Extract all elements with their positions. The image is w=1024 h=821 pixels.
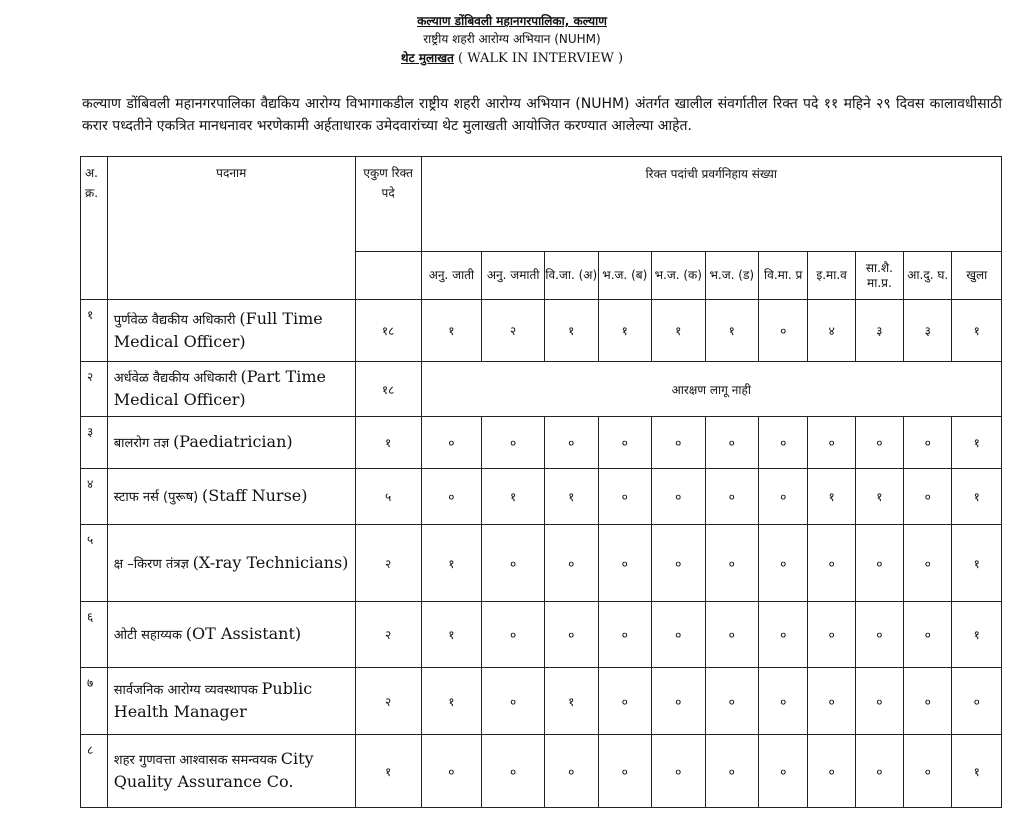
category-count: ० — [759, 735, 808, 808]
category-count: ० — [855, 417, 903, 469]
category-count: ० — [652, 469, 706, 525]
row-serial: ५ — [81, 525, 108, 602]
category-count: ० — [421, 469, 482, 525]
category-count: ० — [855, 525, 903, 602]
row-post-name — [107, 735, 355, 808]
category-count: ० — [855, 735, 903, 808]
header-total: एकुण रिक्त पदे — [355, 157, 421, 252]
category-count: ० — [705, 469, 759, 525]
category-count: ० — [482, 602, 545, 668]
category-count: ० — [904, 602, 952, 668]
category-count: ० — [952, 668, 1002, 735]
category-count: १ — [952, 417, 1002, 469]
category-header: अनु. जाती — [421, 252, 482, 300]
category-header: सा.शै. मा.प्र. — [855, 252, 903, 300]
category-header: भ.ज. (ड) — [705, 252, 759, 300]
category-count: ० — [855, 602, 903, 668]
category-count: ० — [652, 668, 706, 735]
category-count: ० — [421, 735, 482, 808]
category-count: ० — [904, 525, 952, 602]
category-count: ० — [545, 735, 599, 808]
org-title: कल्याण डोंबिवली महानगरपालिका, कल्याण — [417, 14, 607, 28]
category-count: १ — [952, 525, 1002, 602]
mission-title: राष्ट्रीय शहरी आरोग्य अभियान (NUHM) — [423, 32, 601, 46]
category-count: ० — [652, 417, 706, 469]
category-header: वि.जा. (अ) — [545, 252, 599, 300]
post-name-marathi: पुर्णवेळ वैद्यकीय अधिकारी — [113, 312, 236, 328]
row-serial: १ — [81, 300, 108, 362]
category-count: ० — [482, 525, 545, 602]
header-total-blank — [355, 252, 421, 300]
category-count: ० — [855, 668, 903, 735]
category-count: १ — [545, 469, 599, 525]
category-count: ० — [808, 525, 855, 602]
table-row — [81, 735, 1002, 808]
category-header: अनु. जमाती — [482, 252, 545, 300]
table-row — [81, 362, 1002, 417]
row-serial: ३ — [81, 417, 108, 469]
category-header: भ.ज. (क) — [652, 252, 706, 300]
row-serial: ८ — [81, 735, 108, 808]
post-name-marathi: ओटी सहाय्यक — [113, 628, 182, 643]
post-name-marathi: स्टाफ नर्स (पुरूष) — [113, 490, 199, 505]
category-count: ० — [904, 735, 952, 808]
category-count: १ — [545, 300, 599, 362]
category-count: ० — [598, 735, 652, 808]
category-count: १ — [705, 300, 759, 362]
category-header: इ.मा.व — [808, 252, 855, 300]
post-name-english: (Staff Nurse) — [202, 486, 308, 505]
row-serial: ६ — [81, 602, 108, 668]
table-row — [81, 300, 1002, 362]
vacancy-table — [80, 156, 1002, 808]
post-name-english: (OT Assistant) — [185, 624, 302, 643]
interview-label-en: ( WALK IN INTERVIEW ) — [458, 51, 624, 66]
row-post-name — [107, 602, 355, 668]
row-total: १ — [355, 735, 421, 808]
post-name-marathi: अर्धवेळ वैद्यकीय अधिकारी — [113, 371, 237, 386]
category-count: ० — [759, 300, 808, 362]
category-header: आ.दु. घ. — [904, 252, 952, 300]
post-name-english: Public Health Manager — [113, 679, 313, 721]
category-header: वि.मा. प्र — [759, 252, 808, 300]
category-count: ० — [482, 735, 545, 808]
post-name-english: City Quality Assurance Co. — [113, 749, 314, 791]
post-name-marathi: बालरोग तज्ञ — [113, 436, 170, 451]
category-count: ३ — [904, 300, 952, 362]
category-count: ० — [545, 602, 599, 668]
interview-label: थेट मुलाखत — [400, 51, 454, 65]
category-count: ० — [598, 469, 652, 525]
category-count: ० — [652, 525, 706, 602]
category-count: ० — [808, 735, 855, 808]
category-count: ० — [598, 668, 652, 735]
category-count: ० — [705, 602, 759, 668]
table-row — [81, 602, 1002, 668]
category-count: ० — [808, 417, 855, 469]
category-count: १ — [952, 300, 1002, 362]
category-count: १ — [482, 469, 545, 525]
post-name-english: (Paediatrician) — [173, 432, 293, 451]
reservation-not-applicable: आरक्षण लागू नाही — [421, 362, 1001, 417]
category-count: १ — [421, 300, 482, 362]
category-header: भ.ज. (ब) — [598, 252, 652, 300]
interview-title — [0, 48, 1024, 69]
category-count: ० — [598, 602, 652, 668]
category-count: ० — [904, 417, 952, 469]
category-count: २ — [482, 300, 545, 362]
row-serial: ४ — [81, 469, 108, 525]
header-sr: अ. क्र. — [81, 157, 108, 300]
category-count: ० — [598, 417, 652, 469]
header-post: पदनाम — [107, 157, 355, 300]
category-count: १ — [421, 602, 482, 668]
category-count: १ — [652, 300, 706, 362]
category-count: ० — [705, 417, 759, 469]
category-count: १ — [421, 525, 482, 602]
category-count: ० — [759, 469, 808, 525]
category-count: १ — [952, 602, 1002, 668]
category-count: ० — [759, 668, 808, 735]
post-name-english: (X-ray Technicians) — [192, 552, 349, 572]
row-total: २ — [355, 668, 421, 735]
row-serial: ७ — [81, 668, 108, 735]
intro-paragraph: कल्याण डोंबिवली महानगरपालिका वैद्यकिय आरोग्य विभागाकडील राष्ट्रीय शहरी आरोग्य अभियान (NUHM) अंतर्गत खालील संवर्गातील रिक्त पदे ११ महिने २९ दिवस कालावधीसाठी करार पध्दतीने एकत्रित मानधनावर भरणेकामी अर्हताधारक उमेदवारांच्या थेट मुलाखती आयोजित करण्यात आलेल्या आहेत. — [82, 96, 1003, 134]
category-count: ० — [482, 417, 545, 469]
row-total: २ — [355, 602, 421, 668]
row-post-name — [107, 525, 355, 602]
header-categories: रिक्त पदांची प्रवर्गनिहाय संख्या — [421, 157, 1001, 252]
category-count: ० — [904, 668, 952, 735]
category-count: १ — [952, 469, 1002, 525]
post-name-marathi: सार्वजनिक आरोग्य व्यवस्थापक — [113, 683, 258, 698]
row-total: १ — [355, 417, 421, 469]
post-name-marathi: शहर गुणवत्ता आश्वासक समन्वयक — [113, 753, 277, 768]
row-post-name — [107, 417, 355, 469]
row-post-name — [107, 668, 355, 735]
category-count: १ — [855, 469, 903, 525]
row-post-name — [107, 362, 355, 417]
category-count: ० — [808, 668, 855, 735]
category-count: ० — [652, 735, 706, 808]
category-count: १ — [808, 469, 855, 525]
row-post-name — [107, 469, 355, 525]
category-count: ० — [705, 735, 759, 808]
category-count: ० — [808, 602, 855, 668]
category-count: १ — [421, 668, 482, 735]
category-header: खुला — [952, 252, 1002, 300]
post-name-english: (Full Time Medical Officer) — [113, 308, 323, 351]
category-count: ० — [759, 602, 808, 668]
row-serial: २ — [81, 362, 108, 417]
row-total: १८ — [355, 362, 421, 417]
category-count: ० — [598, 525, 652, 602]
category-count: ० — [705, 668, 759, 735]
row-post-name — [107, 300, 355, 362]
row-total: २ — [355, 525, 421, 602]
category-count: ० — [545, 525, 599, 602]
category-count: ० — [545, 417, 599, 469]
row-total: १८ — [355, 300, 421, 362]
post-name-marathi: क्ष –किरण तंत्रज्ञ — [113, 556, 189, 572]
table-row — [81, 668, 1002, 735]
document-header — [0, 12, 1024, 69]
category-count: ४ — [808, 300, 855, 362]
category-count: ० — [421, 417, 482, 469]
category-count: ० — [904, 469, 952, 525]
category-count: ० — [705, 525, 759, 602]
category-count: १ — [545, 668, 599, 735]
category-count: ० — [759, 525, 808, 602]
category-count: ० — [652, 602, 706, 668]
category-count: ० — [482, 668, 545, 735]
table-row — [81, 469, 1002, 525]
post-name-english: (Part Time Medical Officer) — [113, 367, 326, 409]
category-count: ३ — [855, 300, 903, 362]
table-row — [81, 417, 1002, 469]
category-count: १ — [952, 735, 1002, 808]
category-count: १ — [598, 300, 652, 362]
category-count: ० — [759, 417, 808, 469]
table-row — [81, 525, 1002, 602]
row-total: ५ — [355, 469, 421, 525]
